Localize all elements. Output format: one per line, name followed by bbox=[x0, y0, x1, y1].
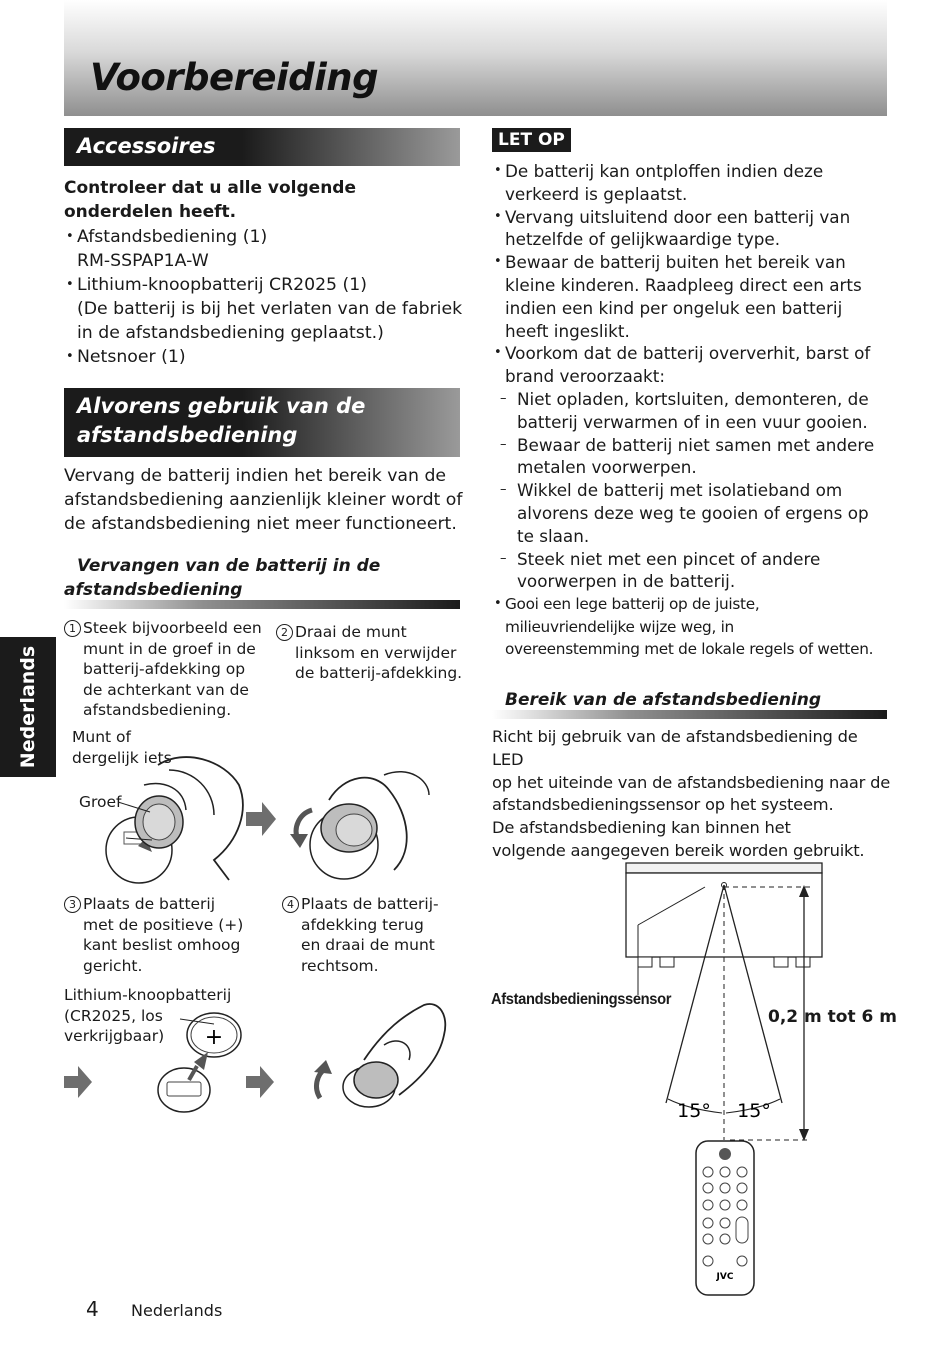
side-tab-label: Nederlands bbox=[17, 645, 39, 769]
remote-range-diagram bbox=[480, 845, 900, 1305]
distance-label: 0,2 m tot 6 m bbox=[768, 1007, 897, 1027]
list-item: • Gooi een lege batterij op de juiste, milieuvriendelijke wijze weg, in overeenstemming met de lokale regels of wetten. bbox=[492, 593, 892, 661]
list-item: • Afstandsbediening (1) RM-SSPAP1A-W bbox=[64, 225, 464, 273]
battery-insert-illustration bbox=[64, 990, 464, 1120]
accessories-heading bbox=[64, 128, 460, 166]
step-arrow bbox=[246, 802, 276, 836]
step-2: 2 Draai de munt linksom en verwijder de batterij-afdekking. bbox=[276, 622, 466, 684]
list-item: • Voorkom dat de batterij oververhit, barst of brand veroorzaakt: bbox=[492, 342, 892, 388]
step-4: 4 Plaats de batterij- afdekking terug en draai de munt rechtsom. bbox=[282, 894, 462, 976]
caution-list bbox=[492, 160, 892, 661]
before-use-heading: Alvorens gebruik van de afstandsbediening bbox=[64, 388, 460, 457]
list-item: • Lithium-knoopbatterij CR2025 (1) (De batterij is bij het verlaten van de fabriek in de afstandsbediening geplaatst.) bbox=[64, 273, 464, 345]
list-item: • De batterij kan ontploffen indien deze verkeerd is geplaatst. bbox=[492, 160, 892, 206]
battery-label: Lithium-knoopbatterij (CR2025, los verkrijgbaar) bbox=[64, 986, 232, 1045]
replace-battery-heading: Vervangen van de batterij in de afstandsbediening bbox=[64, 556, 381, 600]
angle-left-label: 15° bbox=[677, 1100, 711, 1122]
battery-cover-removal-illustration bbox=[64, 740, 464, 890]
section-rule bbox=[492, 710, 887, 719]
step-arrow bbox=[64, 1066, 92, 1098]
accessories-list bbox=[64, 225, 464, 369]
list-item: • Netsnoer (1) bbox=[64, 345, 464, 369]
step-1: 1 Steek bijvoorbeeld een munt in de groef in de batterij-afdekking op de achterkant van de afstandsbediening. bbox=[64, 618, 264, 721]
battery-plus-sign: + bbox=[204, 1025, 224, 1050]
list-item: – Wikkel de batterij met isolatieband om alvorens deze weg te gooien of ergens op te slaan. bbox=[492, 479, 892, 547]
footer-language: Nederlands bbox=[131, 1301, 223, 1320]
accessories-heading-text: Accessoires bbox=[77, 134, 216, 158]
section-rule bbox=[64, 600, 460, 609]
before-use-text: Vervang de batterij indien het bereik van de afstandsbediening aanzienlijk kleiner wordt of de afstandsbediening niet meer functioneert. bbox=[64, 466, 463, 534]
caution-label: LET OP bbox=[492, 128, 571, 152]
footer-page-number: 4 bbox=[86, 1297, 99, 1321]
coin-label: Munt of dergelijk iets bbox=[72, 728, 172, 767]
list-item: – Bewaar de batterij niet samen met andere metalen voorwerpen. bbox=[492, 434, 892, 480]
accessories-intro: Controleer dat u alle volgende onderdelen heeft. bbox=[64, 178, 357, 222]
sensor-label: Afstandsbedieningssensor bbox=[491, 991, 672, 1008]
step-arrow bbox=[246, 1066, 274, 1098]
list-item: – Steek niet met een pincet of andere voorwerpen in de batterij. bbox=[492, 548, 892, 594]
range-text: Richt bij gebruik van de afstandsbediening de LED op het uiteinde van de afstandsbediening naar de afstandsbedieningssensor op het systeem. De afstandsbediening kan binnen het volgende aangegeven bereik worden gebruikt. bbox=[492, 727, 891, 860]
remote-brand-logo: JVC bbox=[716, 1272, 734, 1282]
list-item: – Niet opladen, kortsluiten, demonteren, de batterij verwarmen of in een vuur gooien. bbox=[492, 388, 892, 434]
page-title: Voorbereiding bbox=[90, 56, 379, 99]
language-side-tab bbox=[0, 637, 56, 777]
list-item: • Bewaar de batterij buiten het bereik van kleine kinderen. Raadpleeg direct een arts indien een kind per ongeluk een batterij heeft ingeslikt. bbox=[492, 251, 892, 342]
groove-label: Groef bbox=[79, 793, 122, 811]
list-item: • Vervang uitsluitend door een batterij van hetzelfde of gelijkwaardige type. bbox=[492, 206, 892, 252]
step-3: 3 Plaats de batterij met de positieve (+) kant beslist omhoog gericht. bbox=[64, 894, 274, 976]
angle-right-label: 15° bbox=[737, 1100, 771, 1122]
title-bar bbox=[64, 0, 887, 116]
range-heading: Bereik van de afstandsbediening bbox=[505, 690, 822, 710]
